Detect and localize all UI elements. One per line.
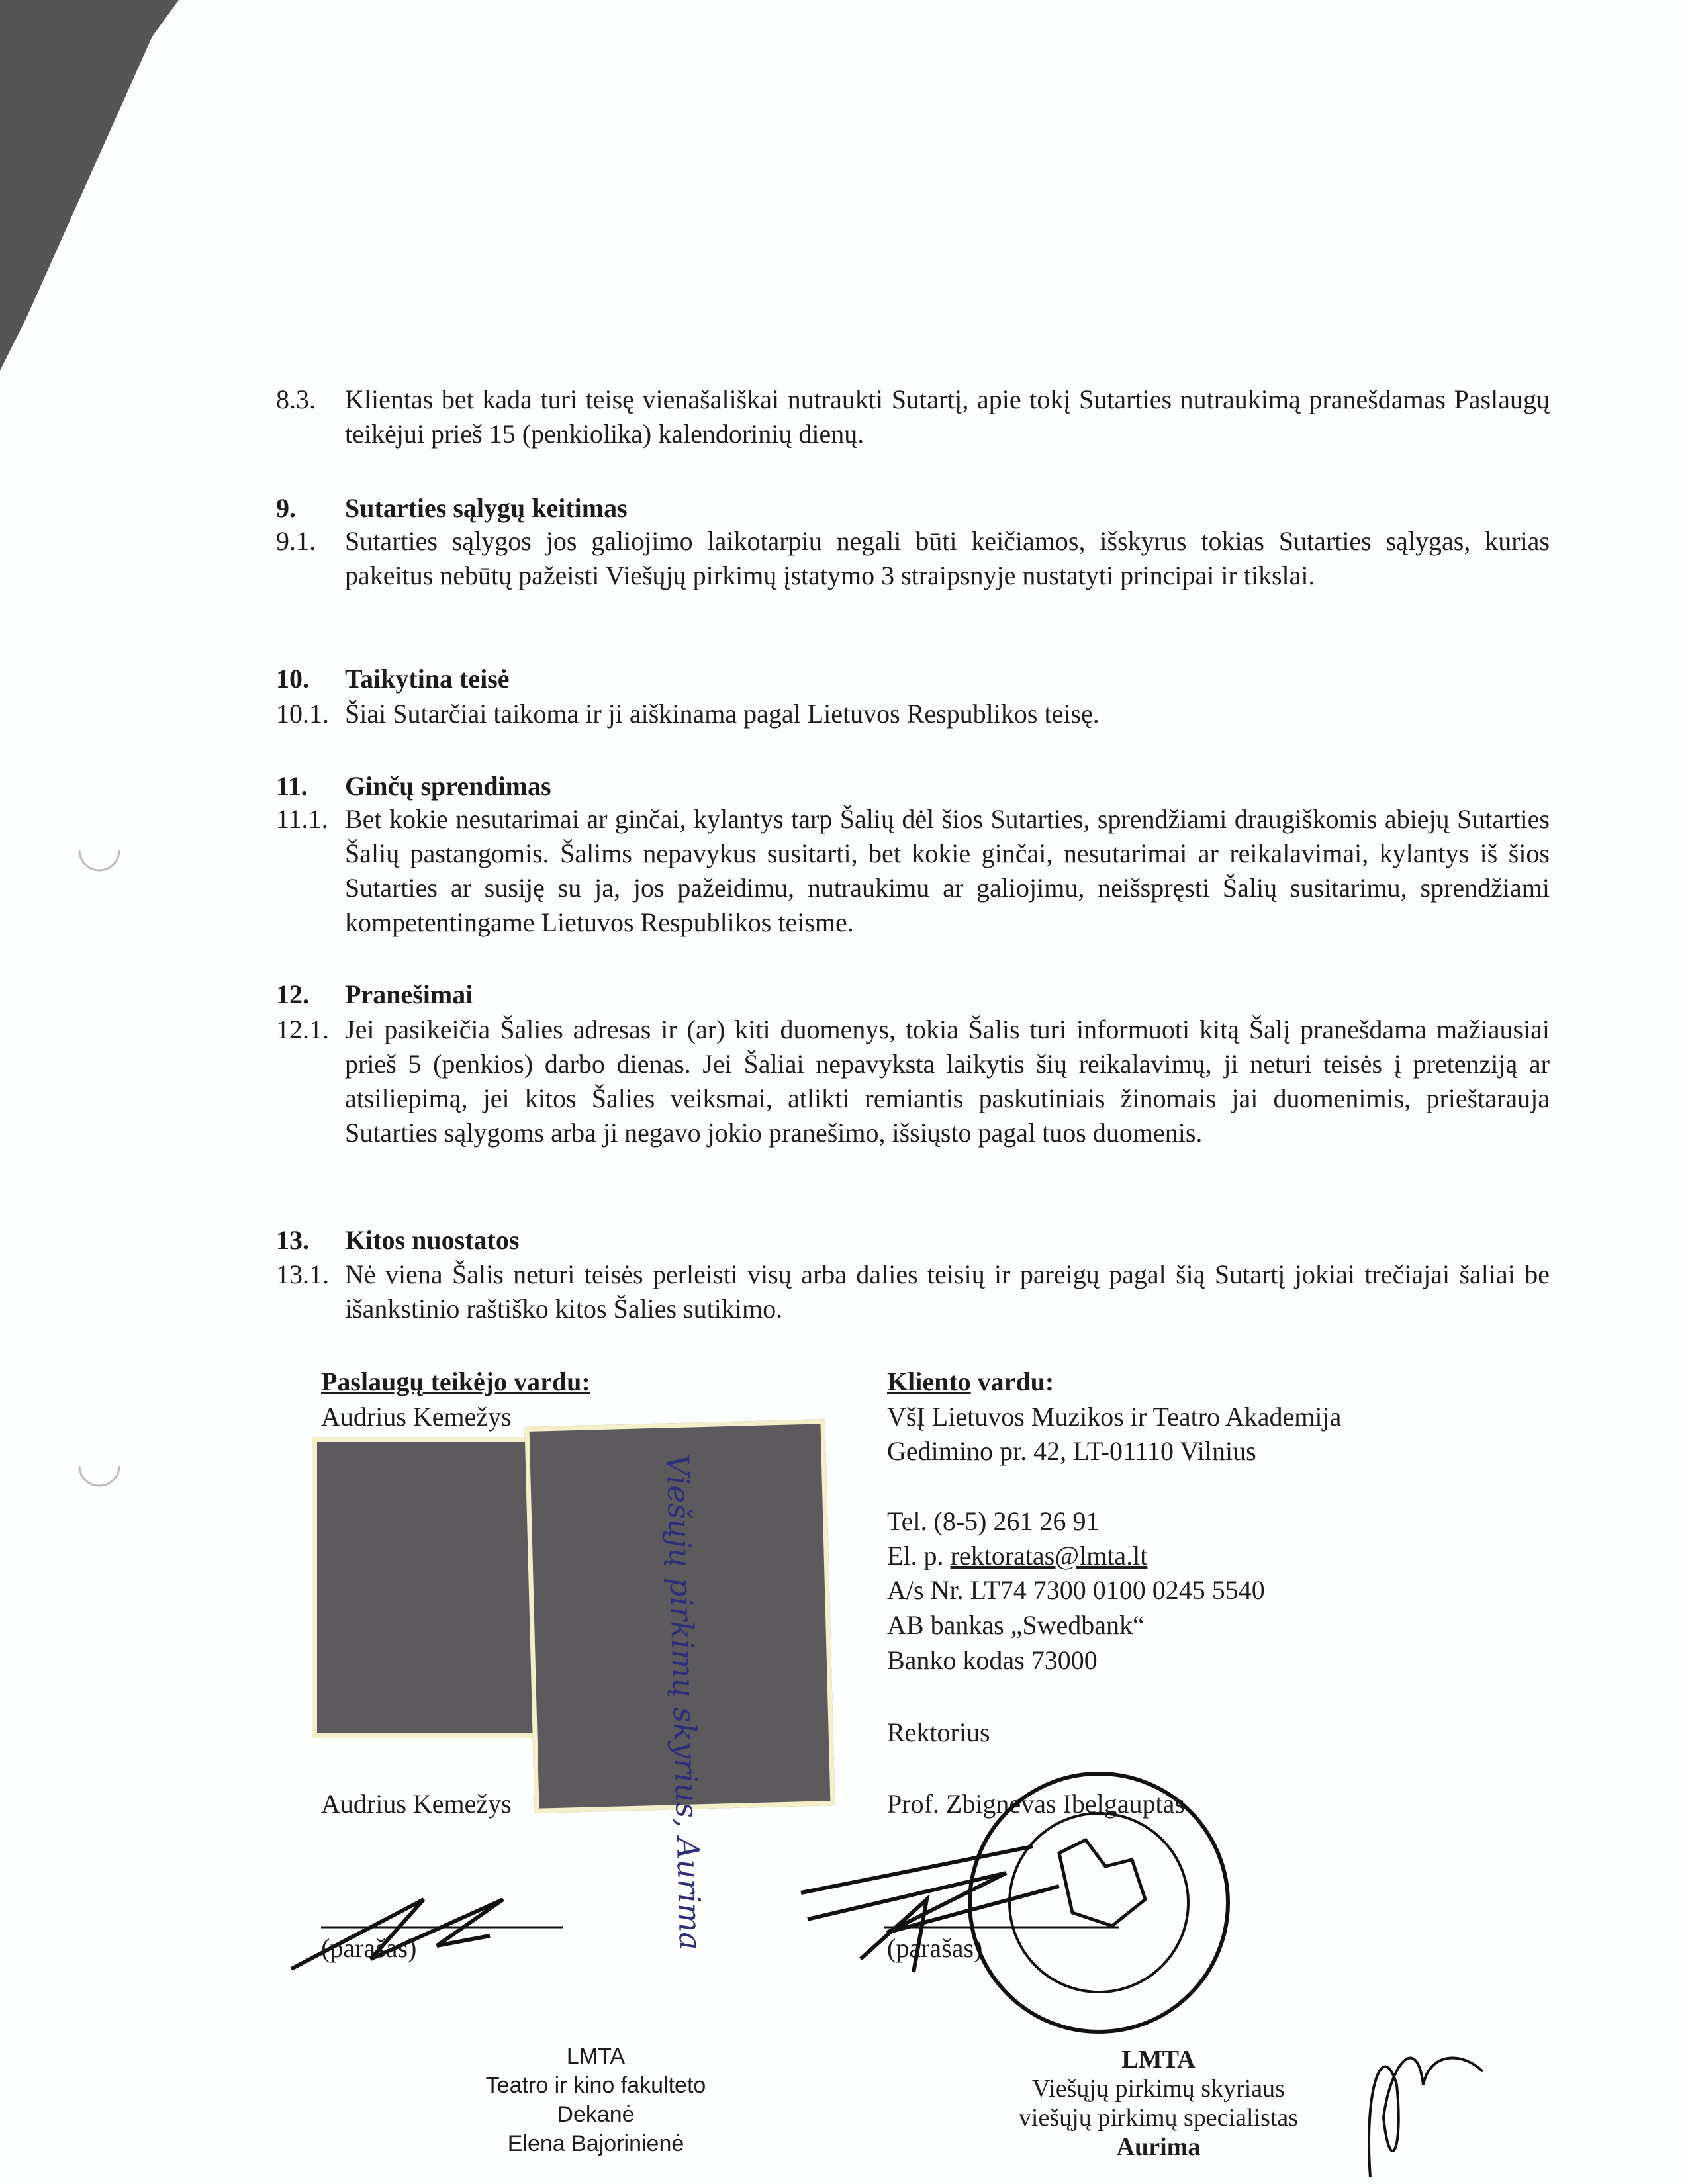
- section-title: Kitos nuostatos: [345, 1225, 520, 1255]
- section-title: Taikytina teisė: [345, 664, 510, 694]
- client-bank-code: Banko kodas 73000: [887, 1645, 1098, 1675]
- clause-text: Nė viena Šalis neturi teisės perleisti visų arba dalies teisių ir pareigų pagal šią Sutartį jokiai trečiajai šaliai be išankstinio raštiško kitos Šalies sutikimo.: [345, 1259, 1550, 1324]
- section-number: 13.: [276, 1225, 309, 1255]
- clause-text: Klientas bet kada turi teisę vienašališkai nutraukti Sutartį, apie tokį Sutarties nutraukimą pranešdamas Paslaugų teikėjui prieš 15 (penkiolika) kalendorinių dienų.: [345, 385, 1550, 449]
- email-link[interactable]: rektoratas@lmta.lt: [950, 1541, 1148, 1570]
- section-title: Pranešimai: [345, 979, 473, 1009]
- clause-text: Sutarties sąlygos jos galiojimo laikotarpiu negali būti keičiamos, išskyrus tokias Sutarties sąlygas, kurias pakeitus nebūtų pažeisti Viešųjų pirkimų įstatymo 3 straipsnyje nustatyti principai ir tikslai.: [345, 526, 1550, 590]
- client-signatory: Prof. Zbignevas Ibelgauptas: [887, 1789, 1185, 1819]
- section-number: 11.: [276, 771, 308, 801]
- stamp-line: Elena Bajorinienė: [507, 2131, 684, 2156]
- stamp-line: Viešųjų pirkimų skyriaus: [1032, 2075, 1285, 2103]
- client-bank: AB bankas „Swedbank“: [887, 1610, 1145, 1640]
- section-title: Sutarties sąlygų keitimas: [345, 493, 628, 523]
- client-address: Gedimino pr. 42, LT-01110 Vilnius: [887, 1436, 1256, 1466]
- provider-name-signature: Audrius Kemežys: [321, 1789, 512, 1819]
- client-account: A/s Nr. LT74 7300 0100 0245 5540: [887, 1575, 1265, 1605]
- section-number: 10.: [276, 664, 309, 694]
- clause-number: 12.1.: [276, 1015, 329, 1044]
- client-tel: Tel. (8-5) 261 26 91: [887, 1506, 1100, 1536]
- clause-text: Šiai Sutarčiai taikoma ir ji aiškinama pagal Lietuvos Respublikos teisę.: [345, 699, 1100, 729]
- stamp-line: Dekanė: [557, 2102, 635, 2127]
- stamp-line: LMTA: [1121, 2046, 1196, 2073]
- clause-number: 8.3.: [276, 385, 316, 414]
- client-position: Rektorius: [887, 1717, 990, 1747]
- clause-number: 11.1.: [276, 804, 328, 834]
- clause-number: 9.1.: [276, 526, 316, 556]
- stamp-line: viešųjų pirkimų specialistas: [1018, 2104, 1299, 2132]
- clause-text: Jei pasikeičia Šalies adresas ir (ar) kiti duomenys, tokia Šalis turi informuoti kitą Šalį pranešdama mažiausiai prieš 5 (penkios) darbo dienas. Jei Šaliai nepavyksta laikytis šių reikalavimų, ji neturi teisės į pretenziją ar atsiliepimą, jei kitos Šalies veiksmai, atlikti remiantis paskutiniais žinomais jai duomenimis, prieštarauja Sutarties sąlygoms arba ji negavo jokio pranešimo, išsiųsto pagal tuos duomenis.: [345, 1015, 1550, 1148]
- clause-number: 10.1.: [276, 699, 329, 729]
- clause-text: Bet kokie nesutarimai ar ginčai, kylantys tarp Šalių dėl šios Sutarties, sprendžiami draugiškomis abiejų Sutarties Šalių pastangomis. Šalims nepavykus susitarti, bet kokie ginčai, nesutarimai ar reikalavimai, kylantys iš šios Sutarties ar susiję su ja, jos pažeidimu, nutraukimu ar galiojimu, neišspręsti Šalių susitarimu, sprendžiami kompetentingame Lietuvos Respublikos teisme.: [345, 804, 1550, 937]
- provider-name: Audrius Kemežys: [321, 1402, 512, 1432]
- signature-label: (parašas): [887, 1933, 983, 1963]
- stamp-line: Aurima: [1116, 2133, 1201, 2161]
- stamp-line: LMTA: [566, 2044, 626, 2069]
- client-heading-underlined: Kliento: [887, 1367, 971, 1396]
- section-number: 12.: [276, 979, 309, 1009]
- stamp-line: Teatro ir kino fakulteto: [485, 2073, 706, 2098]
- signature-label: (parašas): [321, 1933, 417, 1963]
- handwritten-note: Viešųjų pirkimų skyrius, Aurima: [659, 1453, 709, 1951]
- email-label: El. p.: [887, 1541, 951, 1570]
- clause-number: 13.1.: [276, 1259, 329, 1289]
- section-title: Ginčų sprendimas: [345, 771, 551, 801]
- provider-heading: Paslaugų teikėjo vardu:: [321, 1367, 590, 1396]
- client-org: VšĮ Lietuvos Muzikos ir Teatro Akademija: [887, 1402, 1342, 1432]
- section-number: 9.: [276, 493, 296, 523]
- client-heading-rest: vardu:: [970, 1367, 1055, 1396]
